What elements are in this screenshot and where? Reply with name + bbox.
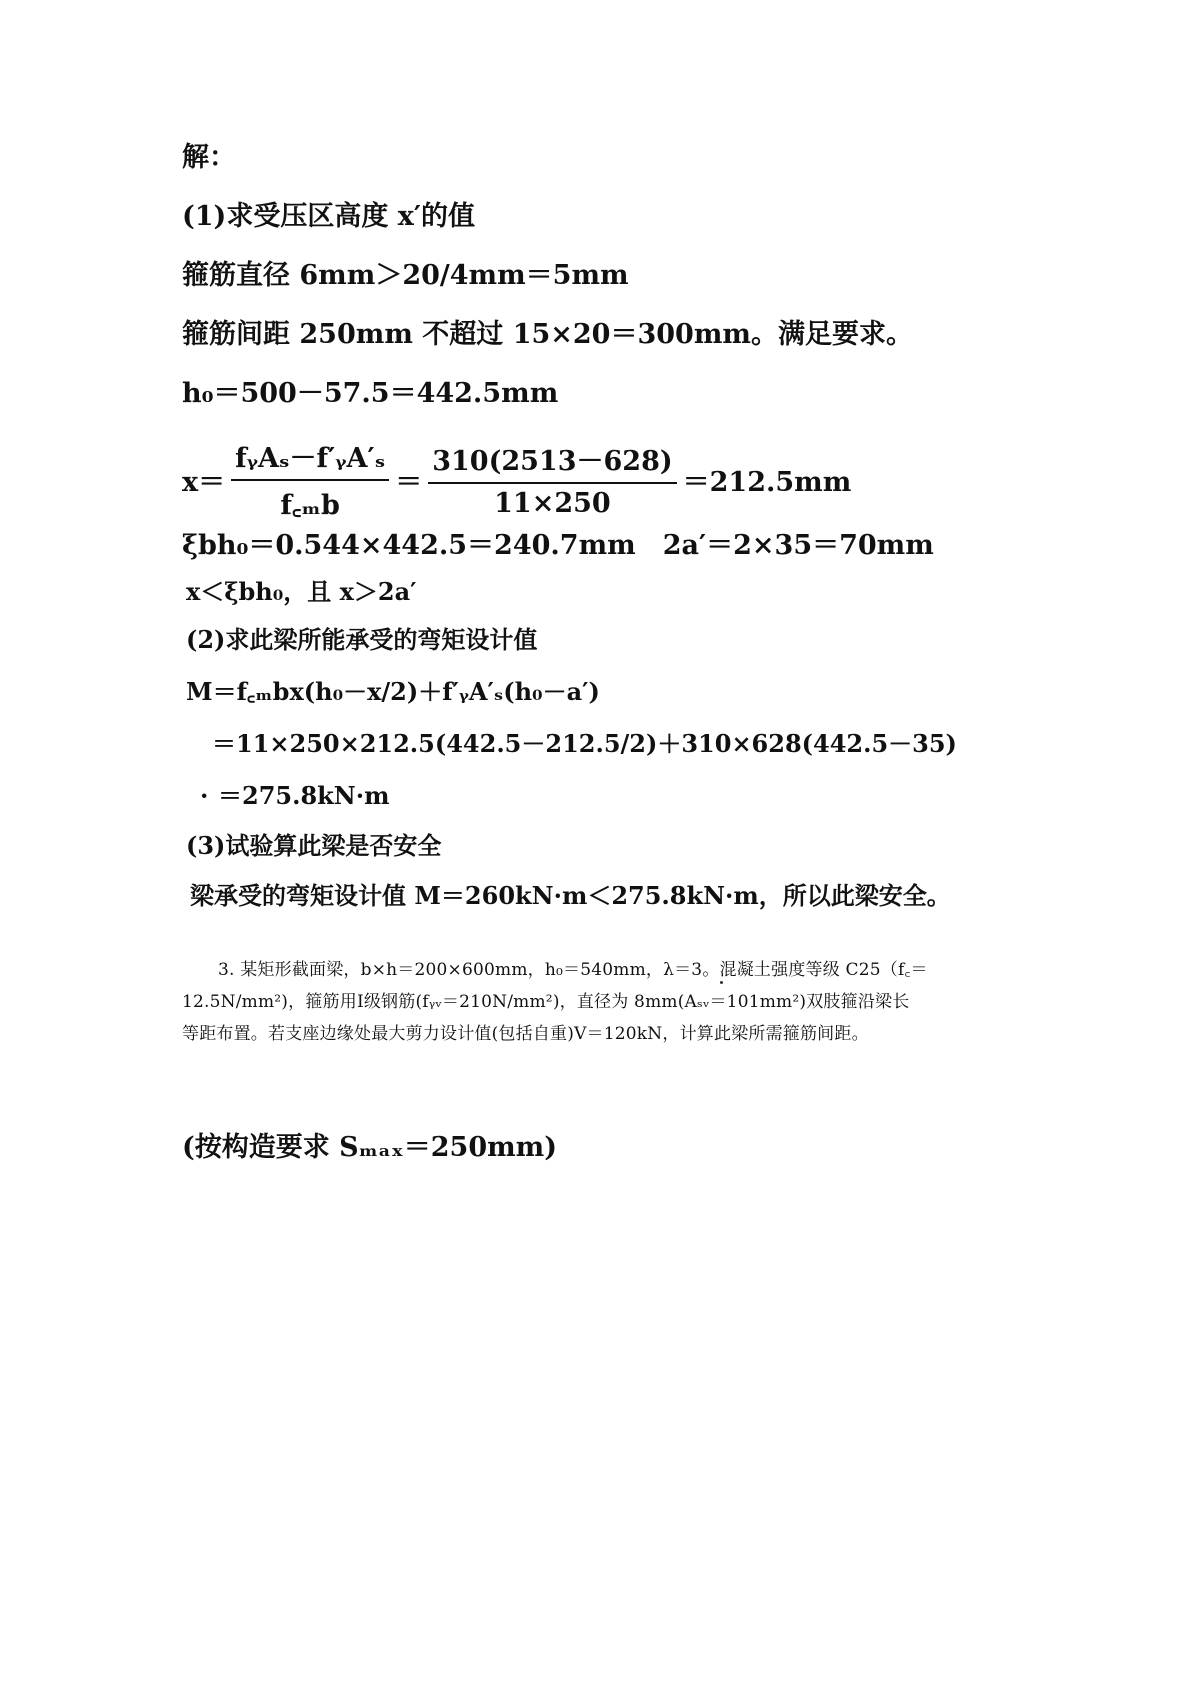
- problem3-line1: 3. 某矩形截面梁，b×h＝200×600mm，h₀＝540mm，λ＝3。混凝土强度等级 C25（f꜀＝: [218, 960, 928, 980]
- x-condition: x＜ξbh₀，且 x＞2a′: [186, 577, 417, 606]
- fraction-denominator: 11×250: [494, 488, 611, 519]
- problem3-line2: 12.5N/mm²)，箍筋用Ⅰ级钢筋(fᵧᵥ＝210N/mm²)，直径为 8mm(Aₛᵥ＝101mm²)双肢箍沿梁长: [182, 992, 910, 1012]
- moment-result-mark: ·: [200, 781, 209, 810]
- fraction-denominator: f꜀ₘb: [280, 490, 340, 521]
- safety-conclusion: 梁承受的弯矩设计值 M＝260kN·m＜275.8kN·m，所以此梁安全。: [190, 881, 951, 910]
- moment-formula: M＝f꜀ₘbx(h₀－x/2)＋f′ᵧA′ₛ(h₀－a′): [186, 677, 600, 706]
- moment-result: ＝275.8kN·m: [218, 781, 390, 810]
- fraction-numerator: fᵧAₛ－f′ᵧA′ₛ: [231, 436, 389, 481]
- x-formula-result: ＝212.5mm: [682, 466, 852, 498]
- solution-heading: 解：: [182, 142, 236, 173]
- x-formula-fraction-symbolic: [231, 436, 389, 522]
- stirrup-diameter-check: 箍筋直径 6mm＞20/4mm＝5mm: [182, 260, 629, 291]
- fraction-numerator: 310(2513－628): [428, 439, 676, 484]
- h0-calculation: h₀＝500－57.5＝442.5mm: [182, 378, 559, 409]
- part2-title: (2)求此梁所能承受的弯矩设计值: [186, 625, 538, 654]
- x-formula-lhs: x＝: [182, 466, 226, 498]
- construction-note: (按构造要求 Sₘₐₓ＝250mm): [182, 1132, 558, 1163]
- part3-title: (3)试验算此梁是否安全: [186, 831, 442, 860]
- x-formula-fraction-numeric: [428, 439, 676, 519]
- moment-substitution: ＝11×250×212.5(442.5－212.5/2)＋310×628(442.5－35): [212, 729, 957, 758]
- xi-bh0-line: ξbh₀＝0.544×442.5＝240.7mm 2a′＝2×35＝70mm: [182, 530, 934, 561]
- problem3-line3: 等距布置。若支座边缘处最大剪力设计值(包括自重)V＝120kN，计算此梁所需箍筋间距。: [182, 1024, 869, 1044]
- part1-title: (1)求受压区高度 x′的值: [182, 201, 475, 232]
- x-formula-equals: ＝: [395, 466, 423, 498]
- stirrup-spacing-check: 箍筋间距 250mm 不超过 15×20＝300mm。满足要求。: [182, 319, 913, 350]
- stray-dot: [720, 981, 723, 984]
- x-formula: [182, 436, 851, 522]
